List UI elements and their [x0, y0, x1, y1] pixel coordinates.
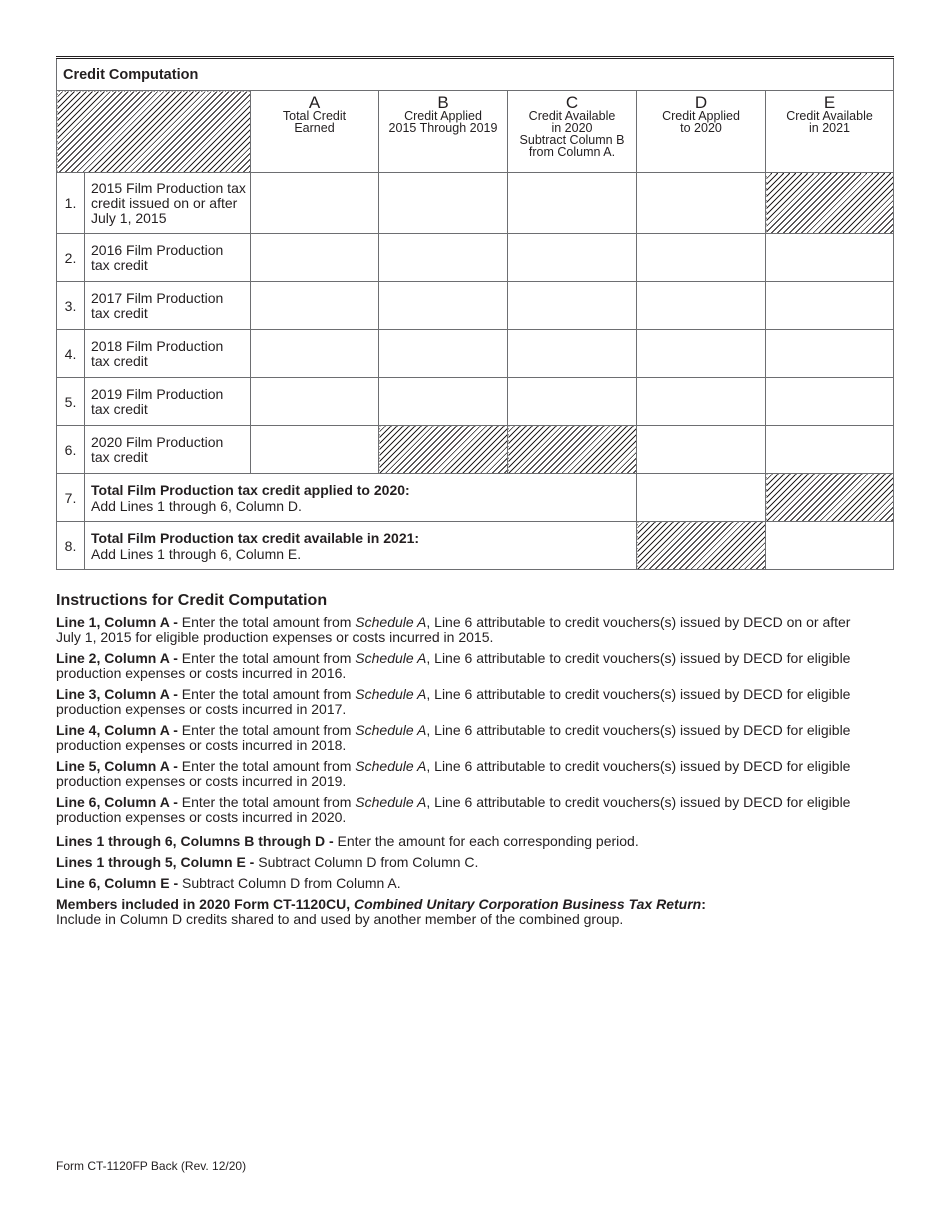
instruction-lines-e-1-5: [56, 855, 856, 870]
instruction-line-6: [56, 795, 856, 825]
line-1-col-e-hatched: [766, 173, 894, 234]
line-5-col-d-input[interactable]: [637, 378, 766, 426]
line-5-col-e-input[interactable]: [766, 378, 894, 426]
line-desc-text: 2016 Film Production: [91, 241, 224, 258]
line-description: [85, 282, 251, 330]
line-7-col-d-input[interactable]: [637, 474, 766, 522]
instruction-text: , Line 6 attributable to credit vouchers(s) issued by DECD for eligible production expenses or costs incurred in 2019.: [56, 758, 851, 789]
instruction-label: Line 6, Column E -: [56, 875, 179, 891]
instruction-label: Lines 1 through 5, Column E -: [56, 854, 255, 870]
line-2-col-a-input[interactable]: [251, 234, 379, 282]
column-desc-line: to 2020: [680, 121, 722, 135]
line-1-col-c-input[interactable]: [508, 173, 637, 234]
column-desc-line: Credit Applied: [662, 109, 740, 123]
column-desc-line: 2015 Through 2019: [388, 121, 498, 135]
line-desc-text: 2018 Film Production: [91, 337, 224, 354]
table-title: Credit Computation: [57, 58, 894, 91]
table-row-line-6: [57, 426, 894, 474]
line-4-col-c-input[interactable]: [508, 330, 637, 378]
line-2-col-b-input[interactable]: [379, 234, 508, 282]
line-1-col-b-input[interactable]: [379, 173, 508, 234]
line-number: 4.: [57, 330, 85, 378]
line-2-col-c-input[interactable]: [508, 234, 637, 282]
schedule-ref: Schedule A: [355, 722, 427, 738]
instruction-text: Enter the total amount from: [181, 794, 352, 810]
line-number: 5.: [57, 378, 85, 426]
instruction-line-e-6: [56, 876, 856, 891]
column-desc-line: Credit Available: [786, 109, 873, 123]
instruction-text: , Line 6 attributable to credit vouchers(s) issued by DECD for eligible production expenses or costs incurred in 2016.: [56, 650, 851, 681]
line-number: 8.: [57, 522, 85, 570]
schedule-ref: Schedule A: [355, 686, 427, 702]
instruction-label: Line 6, Column A -: [56, 794, 178, 810]
line-number: 3.: [57, 282, 85, 330]
line-description: [85, 234, 251, 282]
instruction-line-4: [56, 723, 856, 753]
column-header-e: [766, 91, 894, 173]
line-4-col-a-input[interactable]: [251, 330, 379, 378]
instructions-section: [56, 592, 856, 933]
line-1-col-a-input[interactable]: [251, 173, 379, 234]
column-desc-line: in 2020: [551, 121, 593, 135]
column-header-a: [251, 91, 379, 173]
line-desc-text: tax credit: [91, 448, 148, 465]
instruction-line-3: [56, 687, 856, 717]
header-hatched-cell: [57, 91, 251, 173]
schedule-ref: Schedule A: [355, 614, 427, 630]
total-text: Add Lines 1 through 6, Column D.: [91, 497, 302, 514]
instruction-label: Lines 1 through 6, Columns B through D -: [56, 833, 334, 849]
line-number: 2.: [57, 234, 85, 282]
instruction-text: Enter the total amount from: [181, 758, 352, 774]
table-row-line-7: [57, 474, 894, 522]
instruction-text: Enter the total amount from: [181, 614, 352, 630]
line-number: 6.: [57, 426, 85, 474]
line-3-col-d-input[interactable]: [637, 282, 766, 330]
line-description: [85, 173, 251, 234]
instruction-lines-b-d: [56, 834, 856, 849]
instruction-text: Enter the total amount from: [181, 650, 352, 666]
line-desc-text: tax credit: [91, 304, 148, 321]
line-8-col-d-hatched: [637, 522, 766, 570]
line-desc-text: 2017 Film Production: [91, 289, 224, 306]
instructions-heading: Instructions for Credit Computation: [56, 592, 328, 609]
instruction-text: Enter the total amount from: [181, 686, 352, 702]
instruction-text: Subtract Column D from Column A.: [182, 875, 401, 891]
line-5-col-c-input[interactable]: [508, 378, 637, 426]
table-row-line-1: [57, 173, 894, 234]
line-6-col-b-hatched: [379, 426, 508, 474]
line-desc-text: tax credit: [91, 256, 148, 273]
column-desc-line: Credit Available: [528, 109, 616, 123]
table-row-line-2: [57, 234, 894, 282]
column-header-d: [637, 91, 766, 173]
total-description: [85, 522, 637, 570]
line-desc-text: tax credit: [91, 352, 148, 369]
form-title-ref: Combined Unitary Corporation Business Tax Return: [354, 896, 702, 912]
instruction-label: Members included in 2020 Form CT-1120CU,: [56, 896, 351, 912]
instruction-members: [56, 897, 856, 927]
line-4-col-e-input[interactable]: [766, 330, 894, 378]
column-letter: B: [437, 93, 449, 112]
table-row-line-3: [57, 282, 894, 330]
line-6-col-c-hatched: [508, 426, 637, 474]
line-7-col-e-hatched: [766, 474, 894, 522]
instruction-line-5: [56, 759, 856, 789]
column-desc-line: Total Credit: [282, 109, 347, 123]
line-1-col-d-input[interactable]: [637, 173, 766, 234]
column-letter: C: [565, 93, 579, 112]
instruction-label: Line 1, Column A -: [56, 614, 178, 630]
line-6-col-e-input[interactable]: [766, 426, 894, 474]
line-description: [85, 426, 251, 474]
line-number: 1.: [57, 173, 85, 234]
line-3-col-b-input[interactable]: [379, 282, 508, 330]
line-5-col-b-input[interactable]: [379, 378, 508, 426]
form-footer: Form CT-1120FP Back (Rev. 12/20): [56, 1159, 247, 1173]
line-desc-text: credit issued on or after: [91, 194, 238, 211]
line-2-col-d-input[interactable]: [637, 234, 766, 282]
table-row-line-5: [57, 378, 894, 426]
column-header-b: [379, 91, 508, 173]
line-desc-text: tax credit: [91, 400, 148, 417]
instruction-line-1: [56, 615, 856, 645]
column-letter: D: [694, 93, 708, 112]
line-6-col-a-input[interactable]: [251, 426, 379, 474]
instruction-text: , Line 6 attributable to credit vouchers(s) issued by DECD for eligible production expenses or costs incurred in 2017.: [56, 686, 851, 717]
line-3-col-a-input[interactable]: [251, 282, 379, 330]
instruction-text: , Line 6 attributable to credit vouchers(s) issued by DECD for eligible production expenses or costs incurred in 2018.: [56, 722, 851, 753]
instruction-label: Line 4, Column A -: [56, 722, 178, 738]
schedule-ref: Schedule A: [355, 650, 427, 666]
instruction-line-2: [56, 651, 856, 681]
instruction-text: Enter the total amount from: [181, 722, 352, 738]
total-description: [85, 474, 637, 522]
column-header-c: [508, 91, 637, 173]
line-4-col-d-input[interactable]: [637, 330, 766, 378]
line-8-col-e-input[interactable]: [766, 522, 894, 570]
line-desc-text: 2019 Film Production: [91, 385, 224, 402]
line-description: [85, 330, 251, 378]
table-row-line-8: [57, 522, 894, 570]
line-2-col-e-input[interactable]: [766, 234, 894, 282]
table-row-line-4: [57, 330, 894, 378]
line-number: 7.: [57, 474, 85, 522]
instruction-text: , Line 6 attributable to credit vouchers(s) issued by DECD for eligible production expenses or costs incurred in 2020.: [56, 794, 851, 825]
instruction-text: Include in Column D credits shared to and used by another member of the combined group.: [56, 911, 624, 927]
instruction-label: :: [701, 896, 706, 912]
column-letter: E: [823, 93, 836, 112]
credit-computation-table: [56, 56, 894, 570]
column-desc-line: from Column A.: [528, 145, 616, 159]
total-label: Total Film Production tax credit applied to 2020:: [91, 481, 410, 498]
instruction-label: Line 3, Column A -: [56, 686, 178, 702]
line-6-col-d-input[interactable]: [637, 426, 766, 474]
line-4-col-b-input[interactable]: [379, 330, 508, 378]
instruction-text: , Line 6 attributable to credit vouchers(s) issued by DECD on or after July 1, 2015 for eligible production expenses or costs incurred in 2015.: [56, 614, 851, 645]
column-desc-line: Subtract Column B: [519, 133, 625, 147]
instruction-text: Subtract Column D from Column C.: [258, 854, 479, 870]
line-desc-text: 2015 Film Production tax: [91, 179, 246, 196]
line-3-col-c-input[interactable]: [508, 282, 637, 330]
line-description: [85, 378, 251, 426]
instruction-text: Enter the amount for each corresponding period.: [337, 833, 639, 849]
column-desc-line: Credit Applied: [404, 109, 482, 123]
column-desc-line: Earned: [294, 121, 335, 135]
schedule-ref: Schedule A: [355, 794, 427, 810]
schedule-ref: Schedule A: [355, 758, 427, 774]
line-desc-text: 2020 Film Production: [91, 433, 224, 450]
line-desc-text: July 1, 2015: [91, 209, 167, 226]
column-letter: A: [308, 93, 321, 112]
line-5-col-a-input[interactable]: [251, 378, 379, 426]
instruction-label: Line 5, Column A -: [56, 758, 178, 774]
total-text: Add Lines 1 through 6, Column E.: [91, 545, 302, 562]
line-3-col-e-input[interactable]: [766, 282, 894, 330]
instruction-label: Line 2, Column A -: [56, 650, 178, 666]
total-label: Total Film Production tax credit available in 2021:: [91, 529, 420, 546]
column-desc-line: in 2021: [809, 121, 851, 135]
